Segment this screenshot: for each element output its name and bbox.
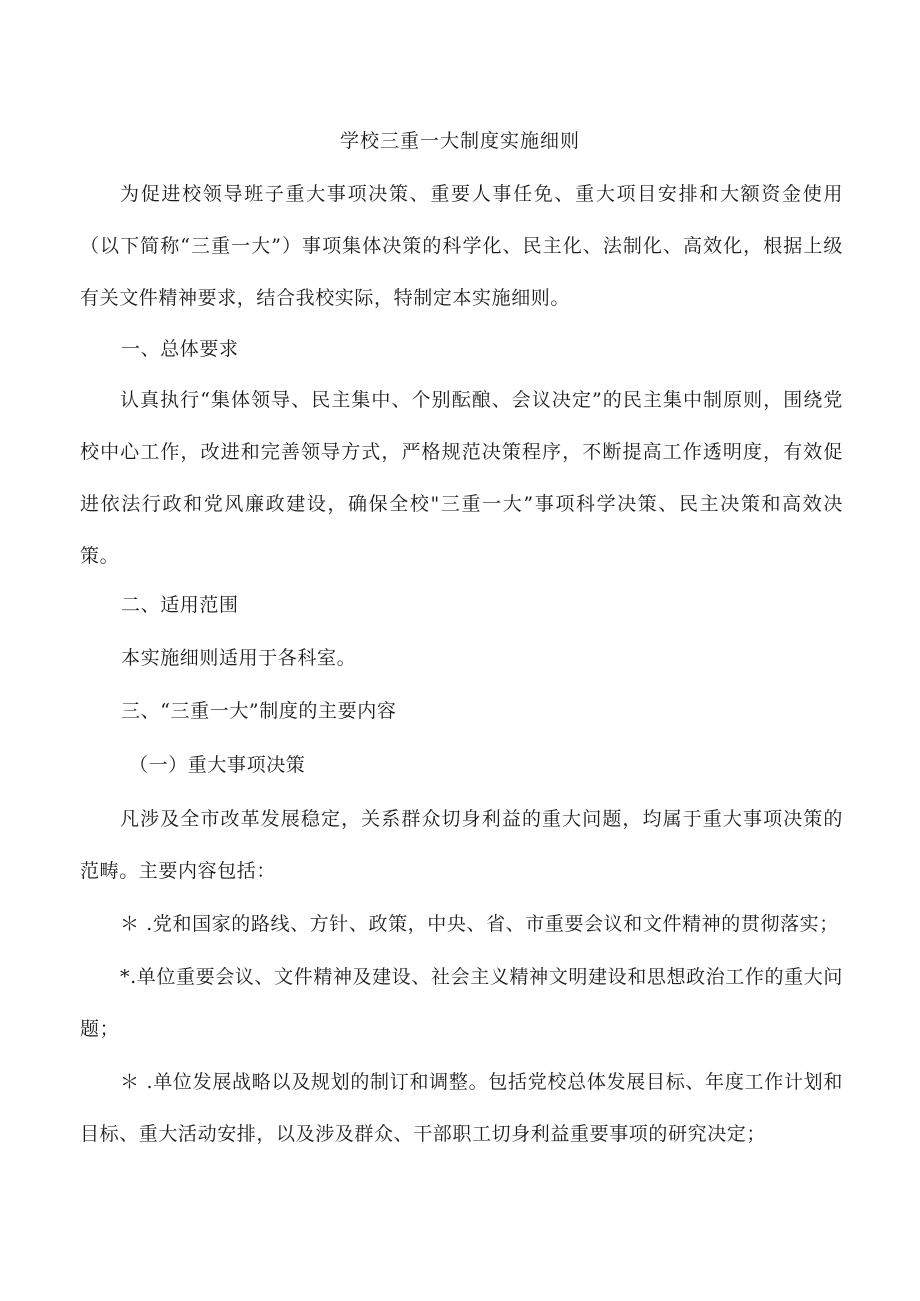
section-heading-main-content: 三、“三重一大”制度的主要内容	[121, 700, 397, 722]
list-item: *.单位重要会议、文件精神及建设、社会主义精神文明建设和思想政治工作的重大问题；	[80, 966, 843, 1040]
section-body-scope: 本实施细则适用于各科室。	[121, 647, 357, 669]
subsection-heading-major-decisions: （一）重大事项决策	[129, 754, 306, 776]
document-title: 学校三重一大制度实施细则	[339, 130, 580, 152]
section-heading-scope: 二、适用范围	[121, 594, 239, 616]
list-item: ＊ .党和国家的路线、方针、政策，中央、省、市重要会议和文件精神的贯彻落实；	[120, 913, 839, 935]
subsection-body-major-decisions: 凡涉及全市改革发展稳定，关系群众切身利益的重大问题，均属于重大事项决策的范畴。主要内容包括：	[80, 808, 843, 882]
section-heading-general-requirements: 一、总体要求	[121, 338, 239, 360]
list-item: ＊ .单位发展战略以及规划的制订和调整。包括党校总体发展目标、年度工作计划和目标、重大活动安排，以及涉及群众、干部职工切身利益重要事项的研究决定；	[80, 1071, 843, 1145]
section-body-general-requirements: 认真执行“集体领导、民主集中、个别酝酿、会议决定”的民主集中制原则，围绕党校中心工作，改进和完善领导方式，严格规范决策程序，不断提高工作透明度，有效促进依法行政和党风廉政建设，确保全校"三重一大”事项科学决策、民主决策和高效决策。	[80, 389, 843, 567]
intro-paragraph: 为促进校领导班子重大事项决策、重要人事任免、重大项目安排和大额资金使用（以下简称“三重一大”）事项集体决策的科学化、民主化、法制化、高效化，根据上级有关文件精神要求，结合我校实际，特制定本实施细则。	[80, 183, 843, 309]
